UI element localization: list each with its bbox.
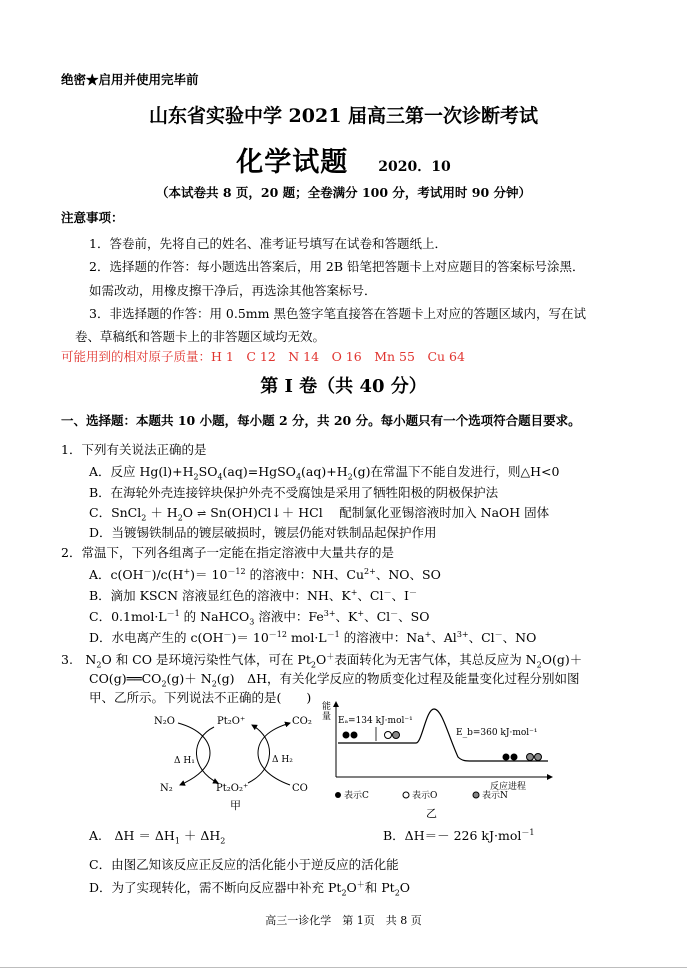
q3-option-a: A. $\Delta H = \Delta H_1 + \Delta H_2$ — [89, 828, 226, 846]
q3-option-b: B．ΔH＝－ 226 kJ·mol$^{-1}$ — [383, 827, 535, 843]
jia-arc-right-inner — [248, 725, 270, 783]
q2-option-d-text: 的溶液中：Na — [343, 630, 425, 645]
jia-arc-left-outer — [178, 723, 210, 785]
q3-stem-post: 表面转化为无害气体，其总反应为 N — [334, 652, 537, 667]
paper-info: （本试卷共 8 页，20 题；全卷满分 100 分，考试用时 90 分钟） — [155, 185, 532, 200]
q3-option-d-text: D．为了实现转化，需不断向反应器中补充 Pt — [89, 880, 342, 895]
section-title: 第 I 卷（共 40 分） — [260, 376, 427, 397]
q3-stem-line2: $CO(g)══CO_2(g)+ N_2(g)$ ΔH，有关化学反应的物质变化过程及能量变化过程分别如图 — [89, 671, 580, 689]
q1-option-c-tail: 配制氯化亚锡溶液时加入 NaOH 固体 — [339, 505, 550, 520]
q3-stem-mid2: O — [315, 652, 327, 667]
q2-option-d: D．水电离产生的 $c(OH^-)= 10^{-12}$ $mol\cdot L^{-1}$ 的溶液中：Na+、$Al^{3+}$、Cl－、NO — [89, 629, 537, 645]
yi-legend-o: 表示O — [412, 791, 438, 801]
yi-molecule-3 — [385, 732, 392, 739]
jia-dh1: Δ H₁ — [174, 756, 195, 766]
q2-option-b-text: B．滴加 KSCN 溶液显红色的溶液中：NH、K — [89, 588, 351, 603]
jia-arc-left-inner — [196, 727, 218, 783]
q3-stem-line1: 3. $N_2O$ 和 CO 是环境污染性气体，可在 $Pt_2O^+$表面转化为无害气体，其总反应为 $N_2O(g)+$ — [61, 651, 583, 670]
jia-n2o: N₂O — [154, 716, 175, 727]
q2-option-c: C．$0.1mol\cdot L^{-1}$ 的 NaHCO$_3$ 溶液中：$Fe^{3+}$、K+、Cl－、SO — [89, 608, 430, 627]
jia-pt2o-plus: Pt₂O⁺ — [217, 716, 246, 727]
yi-x-label: 反应进程 — [490, 782, 527, 792]
q3-stem-pre: 3. N — [61, 652, 97, 667]
yi-legend-n-dot — [473, 792, 479, 798]
q3-stem-line2-tail: ΔH，有关化学反应的物质变化过程及能量变化过程分别如图 — [247, 671, 580, 686]
q3-option-b-text: B．ΔH＝－ 226 kJ·mol — [383, 828, 522, 843]
subject-title: 化学试题 — [236, 147, 349, 178]
yi-legend-o-dot — [403, 792, 409, 798]
jia-co: CO — [292, 783, 308, 794]
notice-item-1: 1．答卷前，先将自己的姓名、准考证号填写在试卷和答题纸上． — [89, 236, 447, 251]
notice-item-3: 3．非选择题的作答：用 0.5mm 黑色签字笔直接答在答题卡上对应的答题区域内，写在试 — [89, 306, 586, 321]
notice-heading: 注意事项： — [61, 210, 124, 225]
jia-caption: 甲 — [230, 799, 241, 812]
q3-stem-line3: 甲、乙所示。下列说法不正确的是( ) — [89, 690, 312, 705]
yi-molecule-1 — [343, 732, 350, 739]
yi-legend-c: 表示C — [344, 791, 369, 801]
yi-molecule-5 — [503, 754, 510, 761]
yi-y-label-1: 能 — [322, 702, 332, 712]
yi-y-label-2: 量 — [322, 712, 332, 722]
section-instruction: 一、选择题：本题共 10 小题，每小题 2 分，共 20 分。每小题只有一个选项符合题目要求。 — [61, 413, 581, 428]
q2-option-b: B．滴加 KSCN 溶液显红色的溶液中：NH、K+、Cl－、I－ — [89, 587, 417, 603]
yi-molecule-4 — [393, 732, 400, 739]
jia-arc-right-outer — [258, 723, 290, 785]
secret-tag: 绝密★启用并使用完毕前 — [61, 72, 199, 87]
q1-option-a: A．反应 $Hg(l)+H_2SO_4(aq)=HgSO_4(aq)+H_2(g)$在常温下不能自发进行，则△H<0 — [89, 464, 560, 482]
q3-option-a-text: A. ΔH ＝ ΔH — [89, 828, 175, 843]
jia-pt2o2-plus: Pt₂O₂⁺ — [216, 783, 249, 794]
jia-dh2: Δ H₂ — [272, 755, 293, 765]
school-title: 山东省实验中学 2021 届高三第一次诊断考试 — [148, 105, 539, 127]
q3-option-d: D．为了实现转化，需不断向反应器中补充 $Pt_2O^+$和 $Pt_2O$ — [89, 879, 411, 898]
notice-item-2-cont: 如需改动，用橡皮擦干净后，再选涂其他答案标号． — [89, 283, 377, 298]
yi-caption: 乙 — [426, 807, 437, 820]
figure-jia — [140, 705, 330, 815]
q3-stem-mid: O 和 CO 是环境污染性气体，可在 Pt — [101, 652, 311, 667]
page-footer: 高三一诊化学 第 1页 共 8 页 — [265, 914, 422, 927]
q1-option-b: B．在海轮外壳连接锌块保护外壳不受腐蚀是采用了牺牲阳极的阴极保护法 — [89, 485, 499, 500]
q2-stem: 2．常温下，下列各组离子一定能在指定溶液中大量共存的是 — [61, 545, 394, 560]
jia-n2: N₂ — [160, 783, 173, 794]
notice-item-3-cont: 卷、草稿纸和答题卡上的非答题区域均无效。 — [75, 329, 326, 344]
jia-co2: CO₂ — [292, 716, 312, 727]
yi-eb-label: E_b=360 kJ·mol⁻¹ — [456, 728, 538, 738]
notice-item-2: 2．选择题的作答：每小题选出答案后，用 2B 铅笔把答题卡上对应题目的答案标号涂黑． — [89, 259, 585, 274]
yi-legend-n: 表示N — [482, 791, 508, 801]
exam-date: 2020．10 — [378, 159, 451, 175]
yi-molecule-8 — [535, 754, 542, 761]
q1-option-d: D．当镀锡铁制品的镀层破损时，镀层仍能对铁制品起保护作用 — [89, 525, 437, 540]
yi-legend-c-dot — [335, 792, 341, 798]
yi-molecule-2 — [351, 732, 358, 739]
q1-option-c: C．SnCl$_2$ ＋ $H_2O$ ⇌ Sn(OH)Cl↓＋ HCl 配制氯化亚锡溶液时加入 NaOH 固体 — [89, 505, 550, 523]
subject-line — [0, 140, 687, 179]
yi-molecule-6 — [511, 754, 518, 761]
figure-yi — [316, 697, 566, 825]
q1-option-a-tail: 在常温下不能自发进行，则△H<0 — [370, 464, 560, 479]
page-bottom-border — [0, 967, 687, 968]
yi-ea-label: Eₐ=134 kJ·mol⁻¹ — [338, 716, 413, 726]
q1-stem: 1．下列有关说法正确的是 — [61, 442, 207, 457]
yi-molecule-7 — [527, 754, 534, 761]
atomic-masses: 可能用到的相对原子质量：H 1 C 12 N 14 O 16 Mn 55 Cu 64 — [61, 349, 465, 364]
q2-option-a: A．$c(OH^-)/c(H^+)= 10^{-12}$ 的溶液中：NH、$Cu^{2+}$、NO、SO — [89, 566, 441, 582]
q3-option-c: C．由图乙知该反应正反应的活化能小于逆反应的活化能 — [89, 857, 399, 872]
